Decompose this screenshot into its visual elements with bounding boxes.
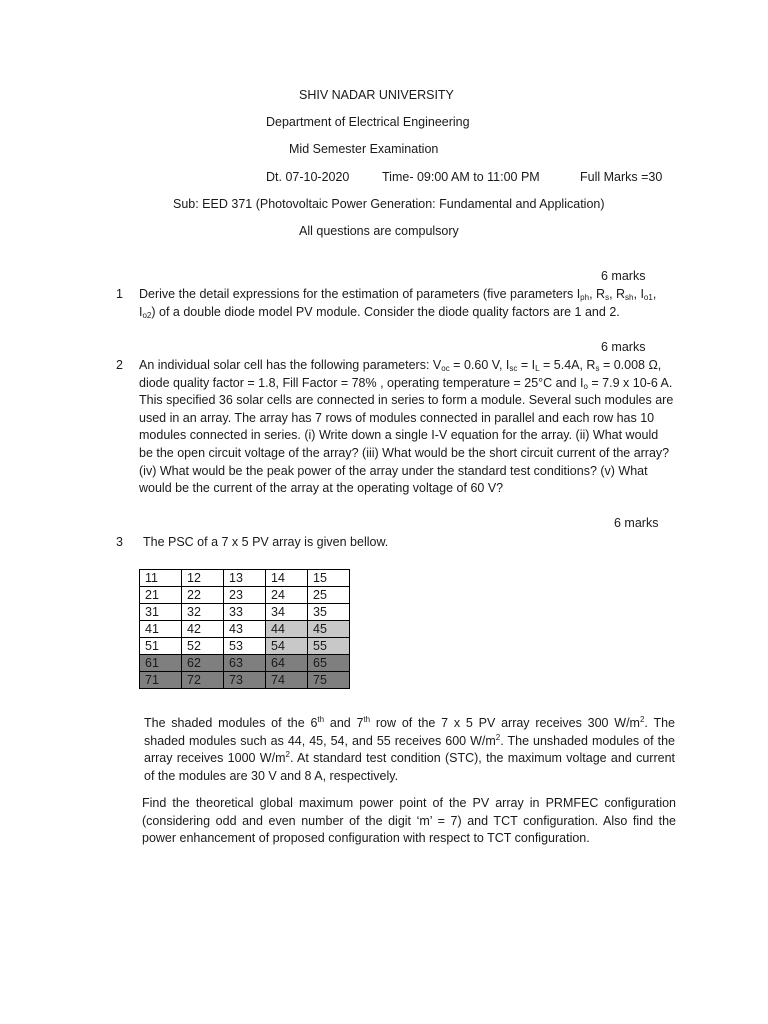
q2-marks: 6 marks xyxy=(601,340,646,354)
table-cell-shaded: 73 xyxy=(224,672,266,689)
table-cell-shaded: 71 xyxy=(140,672,182,689)
table-cell: 41 xyxy=(140,621,182,638)
table-cell-shaded: 63 xyxy=(224,655,266,672)
q1-marks: 6 marks xyxy=(601,269,646,283)
table-cell-shaded: 61 xyxy=(140,655,182,672)
q1-text: Derive the detail expressions for the estimation of parameters (five parameters $I_{ph}$, $R_s$, $R_{sh}$, $I_{o1}$, $I_{o2}$) of a double diode model PV module. Consider the diode quality factors are 1 and 2. xyxy=(139,287,657,320)
table-cell: 53 xyxy=(224,638,266,655)
psc-array-table xyxy=(139,569,350,689)
table-cell: 25 xyxy=(308,587,350,604)
table-cell: 12 xyxy=(182,570,224,587)
table-cell-shaded: 65 xyxy=(308,655,350,672)
q3-paragraph-2: Find the theoretical global maximum power point of the PV array in PRMFEC configuration (considering odd and even number of the digit ‘m’ = 7) and TCT configuration. Also find the power enhancement of proposed configuration with respect to TCT configuration. xyxy=(142,796,676,846)
department-name: Department of Electrical Engineering xyxy=(266,115,470,129)
exam-date: Dt. 07-10-2020 xyxy=(266,170,350,184)
table-row xyxy=(140,587,350,604)
table-cell-shaded: 75 xyxy=(308,672,350,689)
table-row xyxy=(140,570,350,587)
instruction: All questions are compulsory xyxy=(299,224,459,238)
table-cell-shaded: 54 xyxy=(266,638,308,655)
table-row xyxy=(140,672,350,689)
q2-number: 2 xyxy=(116,358,123,372)
table-cell: 43 xyxy=(224,621,266,638)
table-cell: 33 xyxy=(224,604,266,621)
table-cell: 42 xyxy=(182,621,224,638)
table-cell: 52 xyxy=(182,638,224,655)
table-cell: 15 xyxy=(308,570,350,587)
table-cell-shaded: 44 xyxy=(266,621,308,638)
q3-marks: 6 marks xyxy=(614,516,659,530)
table-row xyxy=(140,655,350,672)
table-cell: 32 xyxy=(182,604,224,621)
table-cell-shaded: 45 xyxy=(308,621,350,638)
university-name: SHIV NADAR UNIVERSITY xyxy=(299,88,454,102)
table-cell-shaded: 74 xyxy=(266,672,308,689)
table-cell: 22 xyxy=(182,587,224,604)
table-cell-shaded: 72 xyxy=(182,672,224,689)
table-row xyxy=(140,621,350,638)
exam-title: Mid Semester Examination xyxy=(289,142,439,156)
q3-paragraph-1: The shaded modules of the 6th and 7th row of the 7 x 5 PV array receives 300 $W/m^2$. The shaded modules such as 44, 45, 54, and 55 receives 600 $W/m^2$. The unshaded modules of the array receives 1000 $W/m^2$. At standard test condition (STC), the maximum voltage and current of the modules are 30 V and 8 A, respectively. xyxy=(144,715,675,783)
table-cell: 24 xyxy=(266,587,308,604)
table-cell: 14 xyxy=(266,570,308,587)
table-cell: 51 xyxy=(140,638,182,655)
table-cell-shaded: 55 xyxy=(308,638,350,655)
table-cell: 21 xyxy=(140,587,182,604)
table-cell: 11 xyxy=(140,570,182,587)
table-row xyxy=(140,604,350,621)
table-cell-shaded: 62 xyxy=(182,655,224,672)
table-cell: 13 xyxy=(224,570,266,587)
table-cell: 34 xyxy=(266,604,308,621)
full-marks: Full Marks =30 xyxy=(580,170,663,184)
table-cell: 35 xyxy=(308,604,350,621)
q3-text: The PSC of a 7 x 5 PV array is given bellow. xyxy=(143,535,389,549)
q2-text: An individual solar cell has the following parameters: $V_{oc} = 0.60$ V, $I_{sc} = I_L = 5.4A$, $R_s = 0.008$ Ω, diode quality factor = 1.8, Fill Factor = 78% , operating temperature = 25°C and $I_o = 7.9$ x 10-6 A. This specified 36 solar cells are connected in series to form a module. Several such modules are used in an array. The array has 7 rows of modules connected in parallel and each row has 10 modules connected in series. (i) Write down a single I-V equation for the array. (ii) What would be the open circuit voltage of the array? (iii) What would be the short circuit current of the array? (iv) What would be the peak power of the array under the standard test conditions? (v) What would be the current of the array at the operating voltage of 60 V? xyxy=(139,358,674,496)
table-row xyxy=(140,638,350,655)
table-cell: 31 xyxy=(140,604,182,621)
exam-time: Time- 09:00 AM to 11:00 PM xyxy=(382,170,540,184)
q1-number: 1 xyxy=(116,287,123,301)
subject-line: Sub: EED 371 (Photovoltaic Power Generation: Fundamental and Application) xyxy=(173,197,605,211)
table-cell: 23 xyxy=(224,587,266,604)
q3-number: 3 xyxy=(116,535,123,549)
table-cell-shaded: 64 xyxy=(266,655,308,672)
